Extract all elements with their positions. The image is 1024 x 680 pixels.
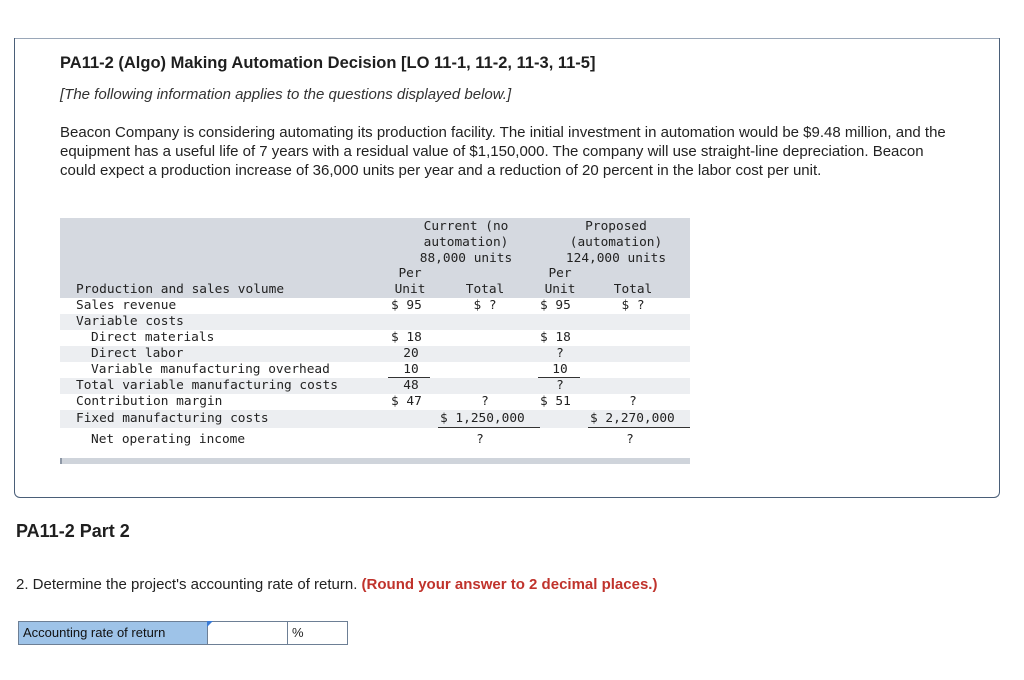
- current-total-value: $ 1,250,000: [440, 411, 525, 426]
- proposed-total-value: $ ?: [621, 298, 645, 313]
- current-unit-header: Unit: [394, 282, 426, 297]
- row-label: Contribution margin: [76, 394, 223, 409]
- row-label: Sales revenue: [76, 298, 177, 313]
- current-total-value: $ ?: [473, 298, 497, 313]
- proposed-total-header: Total: [613, 282, 653, 297]
- current-unit-value: 20: [403, 346, 419, 361]
- proposed-unit-value: $ 18: [540, 330, 571, 345]
- answer-row: [18, 621, 348, 645]
- problem-subtitle: [The following information applies to the questions displayed below.]: [60, 86, 512, 103]
- proposed-unit-value: $ 51: [540, 394, 571, 409]
- current-unit-value: $ 18: [391, 330, 422, 345]
- current-total-value: ?: [481, 394, 489, 409]
- row-label: Net operating income: [91, 432, 246, 447]
- proposed-per-header: Per: [548, 266, 572, 281]
- answer-label: Accounting rate of return: [18, 621, 208, 645]
- percent-unit: %: [288, 621, 348, 645]
- proposed-unit-value: ?: [556, 378, 564, 393]
- rounding-instruction: (Round your answer to 2 decimal places.): [361, 576, 658, 593]
- proposed-unit-value: ?: [556, 346, 564, 361]
- current-unit-value: 48: [403, 378, 419, 393]
- question-prompt: 2. Determine the project's accounting rate of return.: [16, 576, 358, 593]
- current-header-line-3: 88,000 units: [419, 251, 513, 266]
- current-total-header: Total: [465, 282, 505, 297]
- current-unit-value: 10: [403, 362, 419, 377]
- row-label: Variable costs: [76, 314, 184, 329]
- problem-intro: Beacon Company is considering automating its production facility. The initial investment in automation would be $9.48 million, and the equipment has a useful life of 7 years with a residual value of $1,150,000. The company will use straight-line depreciation. Beacon could expect a production increase of 36,000 units per year and a reduction of 20 percent in the labor cost per unit.: [60, 124, 946, 179]
- proposed-unit-header: Unit: [544, 282, 576, 297]
- proposed-unit-value: $ 95: [540, 298, 571, 313]
- question-text: [16, 576, 657, 593]
- row-label: Production and sales volume: [76, 282, 285, 297]
- table-bottom-bar: [60, 458, 690, 464]
- row-label: Direct labor: [91, 346, 184, 361]
- proposed-total-value: $ 2,270,000: [590, 411, 675, 426]
- proposed-header-line-3: 124,000 units: [565, 251, 667, 266]
- proposed-total-value: ?: [626, 432, 634, 447]
- current-unit-value: $ 47: [391, 394, 422, 409]
- accounting-rate-input[interactable]: [208, 621, 288, 645]
- row-label: Variable manufacturing overhead: [91, 362, 330, 377]
- current-header-line-1: Current (no: [423, 219, 509, 234]
- proposed-unit-value: 10: [552, 362, 568, 377]
- row-label: Direct materials: [91, 330, 215, 345]
- row-label: Total variable manufacturing costs: [76, 378, 338, 393]
- current-total-value: ?: [476, 432, 484, 447]
- current-unit-value: $ 95: [391, 298, 422, 313]
- proposed-total-value: ?: [629, 394, 637, 409]
- input-corner-marker-icon: [207, 621, 213, 627]
- current-per-header: Per: [398, 266, 422, 281]
- proposed-header-line-1: Proposed: [585, 219, 647, 234]
- current-header-line-2: automation): [423, 235, 509, 250]
- part-title: PA11-2 Part 2: [16, 521, 130, 541]
- row-label: Fixed manufacturing costs: [76, 411, 269, 426]
- proposed-header-line-2: (automation): [569, 235, 663, 250]
- underline: [438, 427, 540, 428]
- underline: [588, 427, 690, 428]
- problem-title: PA11-2 (Algo) Making Automation Decision [LO 11-1, 11-2, 11-3, 11-5]: [60, 54, 596, 72]
